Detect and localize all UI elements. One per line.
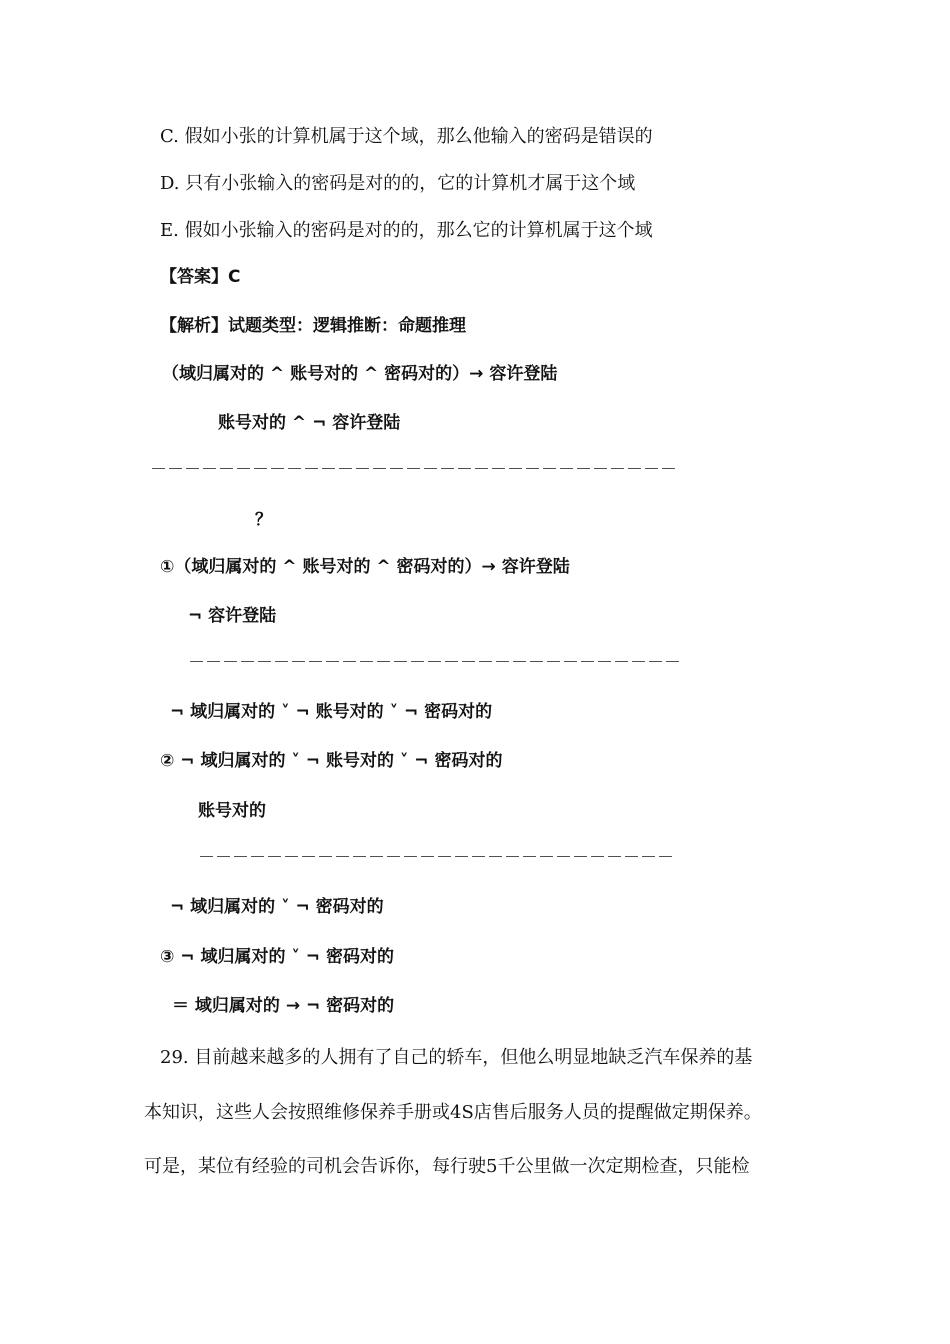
step-1-conclusion: ¬ 域归属对的 ˅ ¬ 账号对的 ˅ ¬ 密码对的 xyxy=(170,702,493,722)
analysis-line: 【解析】试题类型：逻辑推断：命题推理 xyxy=(160,316,466,336)
divider-3: －－－－－－－－－－－－－－－－－－－－－－－－－－－－ xyxy=(198,848,674,868)
step-2-conclusion: ¬ 域归属对的 ˅ ¬ 密码对的 xyxy=(170,897,384,917)
step-3-equivalence: ＝ 域归属对的 → ¬ 密码对的 xyxy=(172,996,395,1016)
option-d: D. 只有小张输入的密码是对的的，它的计算机才属于这个域 xyxy=(160,173,636,194)
step-1-minor: ¬ 容许登陆 xyxy=(188,606,277,626)
premise-2: 账号对的 ^ ¬ 容许登陆 xyxy=(218,413,401,433)
divider-2: －－－－－－－－－－－－－－－－－－－－－－－－－－－－－ xyxy=(188,653,681,673)
premise-1: （域归属对的 ^ 账号对的 ^ 密码对的）→ 容许登陆 xyxy=(162,364,558,384)
step-2-minor: 账号对的 xyxy=(198,801,266,821)
question-mark: ？ xyxy=(255,510,272,530)
divider-1: －－－－－－－－－－－－－－－－－－－－－－－－－－－－－－－ xyxy=(150,460,677,480)
step-2-premise: ② ¬ 域归属对的 ˅ ¬ 账号对的 ˅ ¬ 密码对的 xyxy=(160,751,503,771)
answer-line: 【答案】C xyxy=(160,267,241,287)
question-29-line-1: 29. 目前越来越多的人拥有了自己的轿车，但他么明显地缺乏汽车保养的基 xyxy=(160,1047,753,1068)
question-29-line-3: 可是，某位有经验的司机会告诉你，每行驶5千公里做一次定期检查，只能检 xyxy=(144,1156,750,1177)
question-29-line-2: 本知识，这些人会按照维修保养手册或4S店售后服务人员的提醒做定期保养。 xyxy=(144,1102,762,1123)
step-1-premise: ①（域归属对的 ^ 账号对的 ^ 密码对的）→ 容许登陆 xyxy=(160,557,570,577)
option-e: E. 假如小张输入的密码是对的的，那么它的计算机属于这个域 xyxy=(160,220,653,241)
option-c: C. 假如小张的计算机属于这个域，那么他输入的密码是错误的 xyxy=(160,126,653,147)
step-3-premise: ③ ¬ 域归属对的 ˅ ¬ 密码对的 xyxy=(160,947,394,967)
